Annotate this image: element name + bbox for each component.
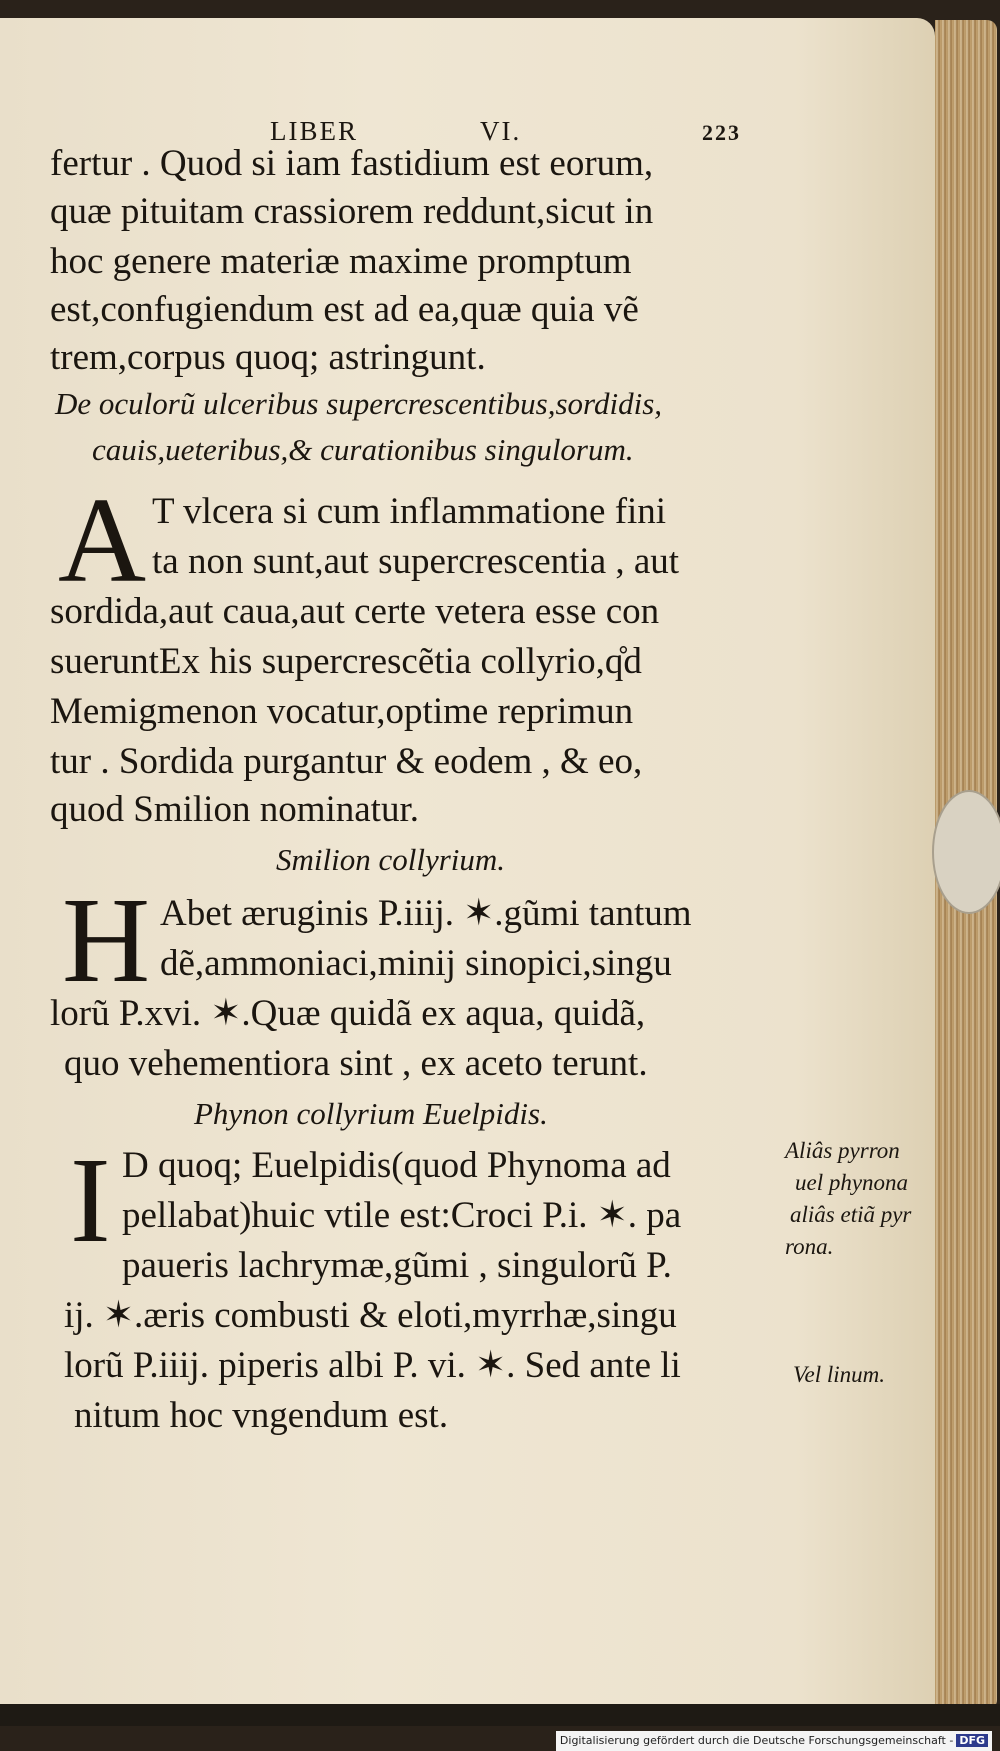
margin-note: uel phynona <box>795 1170 909 1195</box>
text-line: trem,corpus quoq; astringunt. <box>50 337 486 378</box>
text-line: sueruntEx his supercrescẽtia collyrio,q̊d <box>50 641 642 682</box>
credit-text: Digitalisierung gefördert durch die Deutsche Forschungsgemeinschaft - <box>559 1734 954 1747</box>
text-line: lorũ P.xvi. ✶.Quæ quidã ex aqua, quidã, <box>50 993 646 1034</box>
text-line: fertur . Quod si iam fastidium est eorum, <box>50 143 654 184</box>
digitization-credit <box>556 1731 992 1751</box>
running-head-right: VI. <box>480 116 522 146</box>
text-line: dẽ,ammoniaci,minij sinopici,singu <box>160 943 672 984</box>
text-line: est,confugiendum est ad ea,quæ quia vẽ <box>50 289 639 330</box>
bottom-band <box>0 1704 1000 1726</box>
text-line: nitum hoc vngendum est. <box>74 1395 449 1436</box>
running-head-left: LIBER <box>270 116 358 146</box>
text-line: hoc genere materiæ maxime promptum <box>50 241 632 282</box>
text-line: ij. ✶.æris combusti & eloti,myrrhæ,singu <box>64 1295 677 1336</box>
text-line: ta non sunt,aut supercrescentia , aut <box>152 541 680 582</box>
drop-capital: A <box>58 473 147 608</box>
text-line: pellabat)huic vtile est:Croci P.i. ✶. pa <box>122 1195 682 1236</box>
text-line: quo vehementiora sint , ex aceto terunt. <box>64 1043 648 1084</box>
margin-note: rona. <box>785 1234 834 1259</box>
section-heading: De oculorũ ulceribus supercrescentibus,sordidis, <box>55 386 663 421</box>
drop-capital: I <box>70 1133 111 1268</box>
text-line: quæ pituitam crassiorem reddunt,sicut in <box>50 191 654 232</box>
text-line: lorũ P.iiij. piperis albi P. vi. ✶. Sed ante li <box>64 1345 681 1386</box>
recipe-heading: Smilion collyrium. <box>276 842 506 877</box>
text-line: T vlcera si cum inflammatione fini <box>152 491 667 532</box>
recipe-heading: Phynon collyrium Euelpidis. <box>194 1096 548 1131</box>
drop-capital: H <box>62 873 151 1008</box>
text-line: paueris lachrymæ,gũmi , singulorũ P. <box>122 1245 672 1286</box>
section-heading: cauis,ueteribus,& curationibus singulorum. <box>92 432 634 467</box>
text-line: quod Smilion nominatur. <box>50 789 419 830</box>
text-line: tur . Sordida purgantur & eodem , & eo, <box>50 741 643 782</box>
text-line: sordida,aut caua,aut certe vetera esse con <box>50 591 660 632</box>
margin-note: Vel linum. <box>793 1362 885 1387</box>
margin-note: aliâs etiã pyr <box>790 1202 912 1227</box>
text-line: Memigmenon vocatur,optime reprimun <box>50 691 634 732</box>
page-number: 223 <box>702 120 741 145</box>
text-line: D quoq; Euelpidis(quod Phynoma ad <box>122 1145 671 1186</box>
page-marker-tab <box>932 790 1000 914</box>
dfg-logo: DFG <box>956 1734 988 1747</box>
text-line: Abet æruginis P.iiij. ✶.gũmi tantum <box>160 893 692 934</box>
margin-note: Aliâs pyrron <box>785 1138 900 1163</box>
